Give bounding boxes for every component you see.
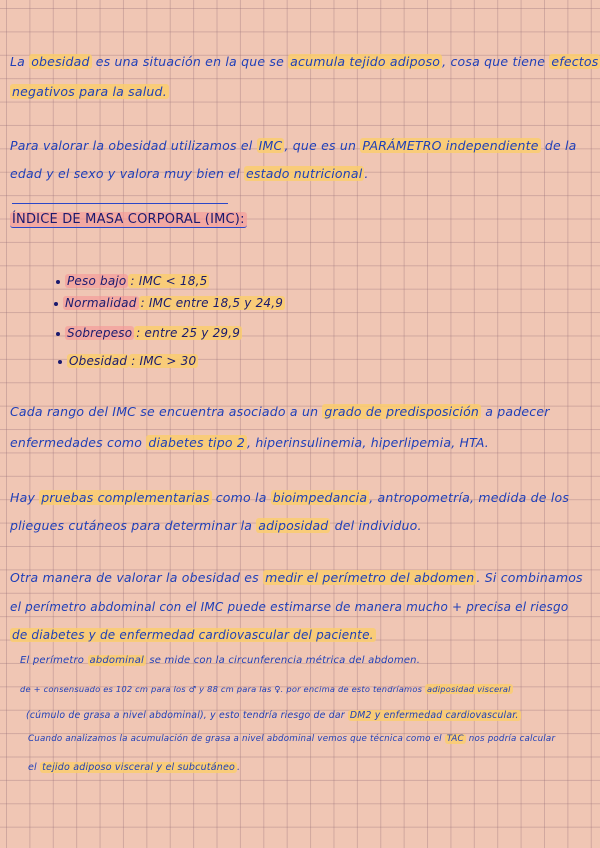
highlight: bioimpedancia bbox=[272, 490, 368, 505]
p3-line-1 bbox=[10, 404, 550, 419]
highlight: adiposidad bbox=[258, 518, 329, 533]
p1-line-1 bbox=[10, 54, 600, 69]
bullet-value: : entre 25 y 29,9 bbox=[136, 326, 241, 340]
text: nos podría calcular bbox=[465, 734, 556, 744]
bullet-item bbox=[56, 326, 242, 340]
bullet-dot bbox=[54, 302, 58, 306]
section-heading bbox=[10, 212, 247, 227]
text: del individuo. bbox=[330, 518, 422, 533]
p5-line-6 bbox=[26, 710, 521, 721]
text: se mide con la circunferencia métrica del abdomen. bbox=[146, 655, 421, 666]
text: Otra manera de valorar la obesidad es bbox=[10, 570, 264, 585]
text: El perímetro bbox=[20, 655, 88, 666]
text: , cosa que tiene bbox=[442, 54, 550, 69]
highlight: grado de predisposición bbox=[324, 404, 480, 419]
highlight: estado nutricional bbox=[246, 166, 363, 181]
highlight: de diabetes y de enfermedad cardiovascular del paciente. bbox=[12, 628, 374, 642]
p1-line-2 bbox=[10, 84, 169, 99]
text: Para valorar la obesidad utilizamos el bbox=[10, 138, 257, 153]
text: de la bbox=[540, 138, 577, 153]
bullet-dot bbox=[56, 332, 60, 336]
text: La bbox=[10, 54, 30, 69]
highlight: negativos para la salud. bbox=[12, 84, 167, 99]
bullet-item bbox=[58, 354, 198, 368]
text: Cada rango del IMC se encuentra asociado a un bbox=[10, 404, 323, 419]
bullet-dot bbox=[58, 360, 62, 364]
highlight: TAC bbox=[446, 734, 464, 744]
bullet-label: Peso bajo bbox=[67, 274, 127, 288]
text: , hiperinsulinemia, hiperlipemia, HTA. bbox=[247, 435, 489, 450]
bullet-value: : IMC entre 18,5 y 24,9 bbox=[140, 296, 284, 310]
highlight: PARÁMETRO independiente bbox=[362, 138, 539, 153]
highlight: efectos bbox=[551, 54, 599, 69]
highlight: IMC bbox=[258, 138, 283, 153]
highlight: abdominal bbox=[89, 655, 145, 666]
p2-line-1 bbox=[10, 138, 577, 153]
highlight: pruebas complementarias bbox=[41, 490, 210, 505]
highlight: diabetes tipo 2 bbox=[148, 435, 245, 450]
highlight: adiposidad visceral bbox=[426, 684, 511, 694]
bullet-dot bbox=[56, 280, 60, 284]
p4-line-1 bbox=[10, 490, 569, 505]
highlight: tejido adiposo visceral y el subcutáneo bbox=[42, 762, 236, 773]
bullet-value: : IMC > 30 bbox=[131, 354, 197, 368]
highlight: acumula tejido adiposo bbox=[290, 54, 441, 69]
text: el perímetro abdominal con el IMC puede estimarse de manera mucho + precisa el riesgo bbox=[10, 600, 569, 614]
p4-line-2 bbox=[10, 518, 422, 533]
bullet-label: Normalidad bbox=[65, 296, 137, 310]
p5-line-8 bbox=[28, 762, 240, 773]
highlight: DM2 y enfermedad cardiovascular. bbox=[349, 710, 519, 721]
text: el bbox=[28, 762, 41, 773]
p5-line-3 bbox=[10, 628, 376, 642]
bullet-item bbox=[54, 296, 285, 310]
p5-line-7 bbox=[28, 734, 555, 744]
highlight: obesidad bbox=[31, 54, 90, 69]
text: , que es un bbox=[284, 138, 361, 153]
heading-text: ÍNDICE DE MASA CORPORAL (IMC): bbox=[12, 212, 245, 227]
text: . Si combinamos bbox=[476, 570, 583, 585]
text: a padecer bbox=[481, 404, 550, 419]
p5-line-4 bbox=[20, 655, 420, 666]
text: de + consensuado es 102 cm para los ♂ y 88 cm para las ♀. por encima de esto tendríamos bbox=[20, 684, 425, 694]
bullet-item bbox=[56, 274, 209, 288]
bullet-value: : IMC < 18,5 bbox=[130, 274, 208, 288]
text: Hay bbox=[10, 490, 40, 505]
text: , antropometría, medida de los bbox=[369, 490, 570, 505]
text: edad y el sexo y valora muy bien el bbox=[10, 166, 245, 181]
p5-line-5 bbox=[20, 684, 513, 694]
p2-line-2 bbox=[10, 166, 369, 181]
heading-top-rule bbox=[12, 203, 228, 204]
p3-line-2 bbox=[10, 435, 489, 450]
text: Cuando analizamos la acumulación de grasa a nivel abdominal vemos que técnica como el bbox=[28, 734, 445, 744]
text: enfermedades como bbox=[10, 435, 147, 450]
text: . bbox=[364, 166, 369, 181]
text: (cúmulo de grasa a nivel abdominal), y esto tendría riesgo de dar bbox=[26, 710, 348, 721]
text: pliegues cutáneos para determinar la bbox=[10, 518, 257, 533]
bullet-label: Obesidad bbox=[69, 354, 128, 368]
highlight: medir el perímetro del abdomen bbox=[265, 570, 475, 585]
bullet-label: Sobrepeso bbox=[67, 326, 133, 340]
p5-line-2 bbox=[10, 600, 568, 614]
text: como la bbox=[211, 490, 271, 505]
text: es una situación en la que se bbox=[91, 54, 289, 69]
text: . bbox=[237, 762, 241, 773]
p5-line-1 bbox=[10, 570, 583, 585]
